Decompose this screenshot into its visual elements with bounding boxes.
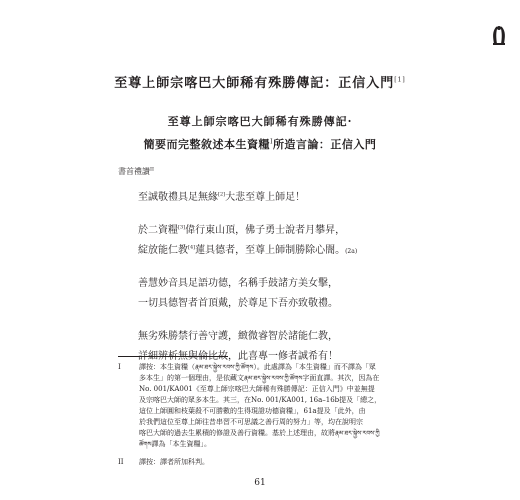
subtitle-footnote-ref: I bbox=[270, 138, 273, 146]
verse-footnote-ref: [3] bbox=[178, 224, 186, 231]
footnote-divider bbox=[118, 356, 228, 357]
page-number: 61 bbox=[254, 478, 266, 488]
verse-line: 詳細辨析無與倫比故，此喜專一修者誠希有！ bbox=[138, 351, 338, 362]
footnote-number: II bbox=[118, 458, 124, 466]
tibetan-term: ཚོགས bbox=[139, 441, 152, 448]
tibetan-term: རྣམ་ཐར་སྐྱེས་རབས་ཀྱི bbox=[335, 430, 380, 437]
title-footnote-ref: [1] bbox=[394, 76, 406, 84]
verse-footnote-ref: [2] bbox=[218, 191, 226, 198]
verse-line: 於二資糧[3]偉行東山頂，佛子勇士說者月攀昇， bbox=[138, 224, 346, 236]
subtitle-line-1: 至尊上師宗喀巴大師稀有殊勝傳記· bbox=[167, 115, 353, 128]
intro-footnote-ref: II bbox=[150, 166, 154, 173]
folio-reference: (2a) bbox=[345, 248, 358, 255]
verse-line: 一切具德智者首頂戴，於尊足下吾亦致敬禮。 bbox=[138, 298, 338, 309]
subtitle-line-2: 簡要而完整敘述本生資糧$^I$所造言論：正信入門 bbox=[143, 138, 377, 151]
vajra-ornament-icon bbox=[486, 22, 512, 48]
verse-footnote-ref: [4] bbox=[188, 244, 196, 251]
page-title: 至尊上師宗喀巴大師稀有殊勝傳記：正信入門[1] bbox=[114, 76, 406, 91]
intro-label: 書首禮讚$^{II}$ bbox=[118, 166, 154, 176]
footnote-text: 譯按：本生資糧（རྣམ་ཐར་སྐྱེས་རབས་ཀྱི་ཚོགས）。此處譯為「本生資糧」而不譯為「眾 多本生」的第一個理由，是依藏文རྣམ་ཐར་སྐྱེས་རབས་ཀྱི་ཚོགས字面直譯。其次，因為在 No. 001/KA001《至尊上師宗喀巴大師稀有殊勝傳記：正信入門》中並無提 及宗喀巴大師的眾多本生。其三，在No. 001/KA001, 16a–16b提及「總之， 這位上師圓和枝葉殺不可勝數的生得現證功德資糧」，61a提及「此外，由 於我們這位至尊上師往昔串習不可思議之善行周的努力」等，均在說明宗 喀巴大師的過去生累積的修證及善行資糧。基於上述理由，故將རྣམ་ཐར་སྐྱེས་རབས་ཀྱི ཚོགས譯為「本生資糧」。 bbox=[139, 363, 382, 448]
verse-line: 至誠敬禮具足無緣[2]大悲至尊上師足！ bbox=[138, 191, 306, 203]
verse-line: 善慧妙音具足語功德，名稱手鼓諸方美女擊， bbox=[138, 278, 338, 289]
verse-line: 無劣殊勝禁行善守護，緻微睿智於諸能仁教， bbox=[138, 331, 338, 342]
tibetan-term: རྣམ་ཐར་སྐྱེས་རབས་ཀྱི་ཚོགས bbox=[244, 375, 303, 382]
tibetan-term: རྣམ་ཐར་སྐྱེས་རབས་ཀྱི་ཚོགས bbox=[195, 364, 254, 371]
footnote-text: 譯按：譯者所加科判。 bbox=[139, 458, 209, 466]
verse-line: 綻放能仁教[4]蓮具德者，至尊上師制勝除心闇。(2a) bbox=[138, 244, 358, 256]
footnote-number: I bbox=[118, 363, 121, 371]
